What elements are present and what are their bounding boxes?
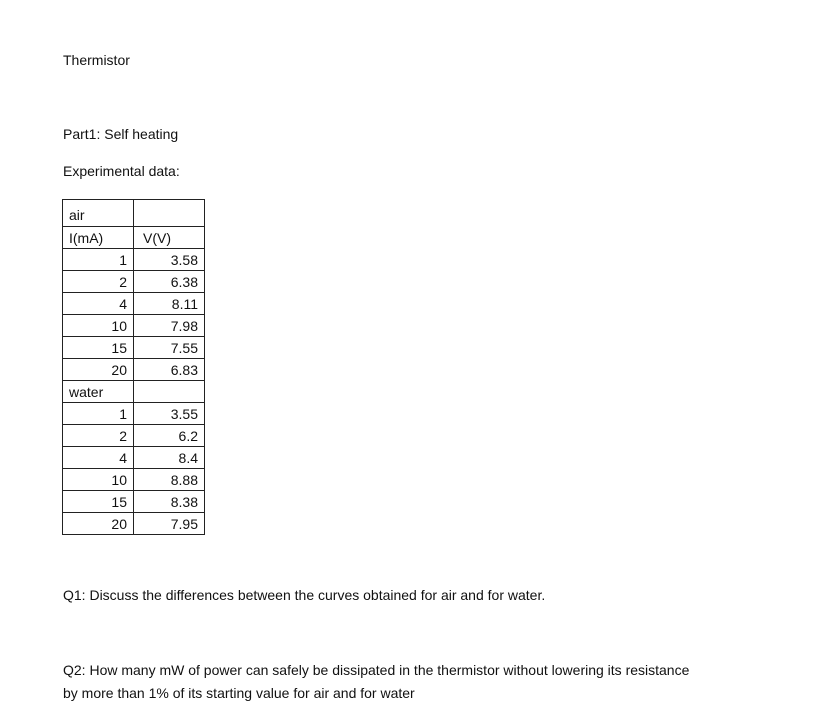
- voltage-header: V(V): [134, 227, 205, 249]
- question-1: Q1: Discuss the differences between the curves obtained for air and for water.: [63, 587, 546, 603]
- table-row: [63, 469, 205, 491]
- voltage-cell: 8.88: [134, 469, 205, 491]
- table-row: [63, 513, 205, 535]
- voltage-cell: 7.55: [134, 337, 205, 359]
- empty-cell: [134, 381, 205, 403]
- empty-cell: [134, 200, 205, 227]
- current-cell: 10: [63, 469, 134, 491]
- table-row: [63, 271, 205, 293]
- current-cell: 2: [63, 271, 134, 293]
- table-row: [63, 249, 205, 271]
- current-cell: 10: [63, 315, 134, 337]
- table-row: [63, 447, 205, 469]
- current-cell: 15: [63, 337, 134, 359]
- voltage-cell: 8.38: [134, 491, 205, 513]
- voltage-cell: 8.4: [134, 447, 205, 469]
- voltage-cell: 8.11: [134, 293, 205, 315]
- water-section-row: [63, 381, 205, 403]
- table-row: [63, 293, 205, 315]
- current-cell: 4: [63, 293, 134, 315]
- current-cell: 4: [63, 447, 134, 469]
- question-2-line-2: by more than 1% of its starting value for air and for water: [63, 685, 415, 701]
- water-label: water: [63, 381, 134, 403]
- current-cell: 20: [63, 359, 134, 381]
- table-row: [63, 403, 205, 425]
- table-row: [63, 359, 205, 381]
- header-row: [63, 227, 205, 249]
- current-cell: 2: [63, 425, 134, 447]
- current-cell: 20: [63, 513, 134, 535]
- voltage-cell: 7.98: [134, 315, 205, 337]
- document-title: Thermistor: [63, 52, 130, 68]
- voltage-cell: 3.58: [134, 249, 205, 271]
- current-cell: 15: [63, 491, 134, 513]
- question-2-line-1: Q2: How many mW of power can safely be dissipated in the thermistor without lowering its resistance: [63, 662, 690, 678]
- table-row: [63, 491, 205, 513]
- air-label: air: [63, 200, 134, 227]
- current-cell: 1: [63, 403, 134, 425]
- voltage-cell: 6.38: [134, 271, 205, 293]
- voltage-cell: 6.83: [134, 359, 205, 381]
- voltage-cell: 6.2: [134, 425, 205, 447]
- table-row: [63, 337, 205, 359]
- part-heading: Part1: Self heating: [63, 126, 179, 142]
- table-row: [63, 425, 205, 447]
- table-row: [63, 315, 205, 337]
- current-header: I(mA): [63, 227, 134, 249]
- current-cell: 1: [63, 249, 134, 271]
- voltage-cell: 7.95: [134, 513, 205, 535]
- voltage-cell: 3.55: [134, 403, 205, 425]
- air-section-row: [63, 200, 205, 227]
- experimental-data-heading: Experimental data:: [63, 163, 180, 179]
- experimental-data-table: [62, 199, 205, 535]
